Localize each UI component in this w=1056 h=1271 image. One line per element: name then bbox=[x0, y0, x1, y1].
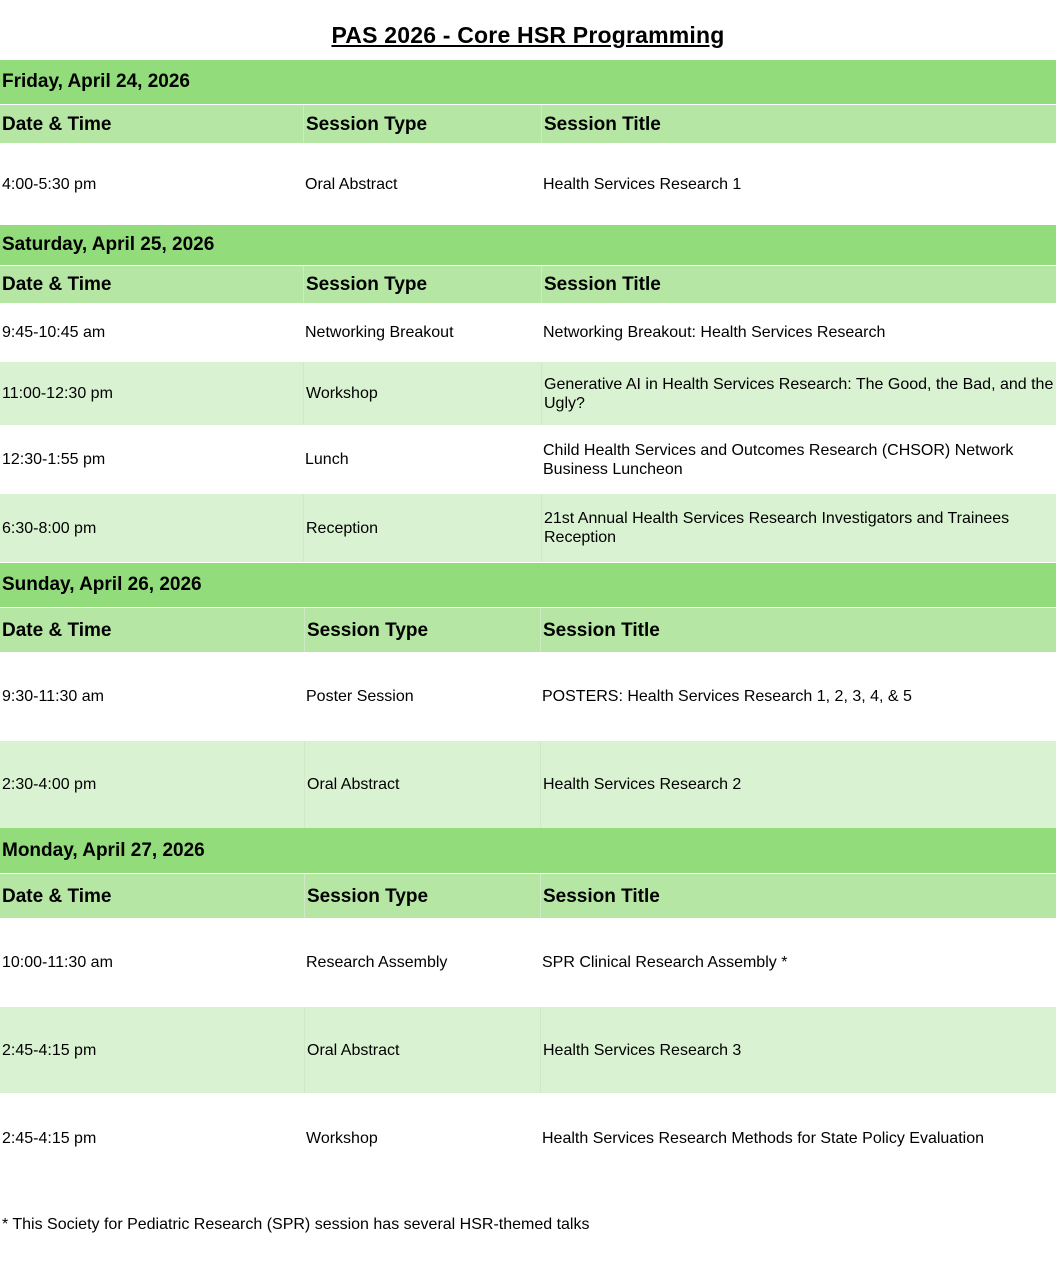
session-time: 4:00-5:30 pm bbox=[2, 175, 97, 193]
session-title: 21st Annual Health Services Research Investigators and Trainees Reception bbox=[541, 494, 1056, 562]
session-time: 9:45-10:45 am bbox=[2, 324, 106, 341]
session-type: Reception bbox=[303, 494, 541, 562]
column-header-row bbox=[0, 266, 1056, 303]
session-title: Health Services Research 3 bbox=[540, 1007, 1056, 1093]
day-label: Monday, April 27, 2026 bbox=[2, 839, 205, 861]
session-time: 2:30-4:00 pm bbox=[2, 776, 97, 793]
session-time: 11:00-12:30 pm bbox=[2, 385, 113, 402]
footnote: * This Society for Pediatric Research (SPR) session has several HSR-themed talks bbox=[2, 1216, 590, 1233]
column-header-session-type: Session Type bbox=[304, 874, 540, 918]
table-row bbox=[0, 741, 1056, 828]
session-type: Workshop bbox=[303, 362, 541, 425]
day-header-saturday bbox=[0, 225, 1056, 265]
session-title: Generative AI in Health Services Research: The Good, the Bad, and the Ugly? bbox=[541, 362, 1056, 425]
column-header-session-title: Session Title bbox=[540, 874, 1056, 918]
table-row bbox=[0, 143, 1056, 225]
session-time: 12:30-1:55 pm bbox=[2, 451, 106, 468]
session-time: 9:30-11:30 am bbox=[2, 688, 104, 705]
session-type: Research Assembly bbox=[306, 954, 448, 971]
session-time: 10:00-11:30 am bbox=[2, 954, 113, 971]
session-title: Health Services Research 2 bbox=[540, 741, 1056, 828]
session-type: Oral Abstract bbox=[305, 175, 398, 193]
column-header-date-time: Date & Time bbox=[2, 619, 112, 641]
session-type: Workshop bbox=[306, 1129, 378, 1147]
session-time: 2:45-4:15 pm bbox=[2, 1129, 97, 1147]
page-title: PAS 2026 - Core HSR Programming bbox=[331, 22, 725, 48]
day-header-monday bbox=[0, 828, 1056, 873]
session-title: Health Services Research 1 bbox=[543, 175, 742, 193]
table-row bbox=[0, 1093, 1056, 1183]
column-header-date-time: Date & Time bbox=[2, 274, 112, 295]
day-label: Sunday, April 26, 2026 bbox=[2, 574, 202, 595]
session-type: Poster Session bbox=[306, 688, 414, 705]
column-header-session-title: Session Title bbox=[540, 608, 1056, 652]
session-title: POSTERS: Health Services Research 1, 2, 3, 4, & 5 bbox=[542, 688, 912, 705]
session-type: Networking Breakout bbox=[305, 324, 454, 341]
column-header-row bbox=[0, 608, 1056, 652]
session-type: Oral Abstract bbox=[304, 1007, 540, 1093]
column-header-session-type: Session Type bbox=[303, 266, 541, 303]
session-title: Child Health Services and Outcomes Research (CHSOR) Network Business Luncheon bbox=[543, 441, 1014, 478]
table-row bbox=[0, 425, 1056, 494]
column-header-date-time: Date & Time bbox=[2, 113, 112, 135]
table-row bbox=[0, 494, 1056, 562]
session-time: 2:45-4:15 pm bbox=[2, 1041, 97, 1059]
day-label: Friday, April 24, 2026 bbox=[2, 71, 190, 92]
table-row bbox=[0, 1007, 1056, 1093]
session-title: Networking Breakout: Health Services Research bbox=[543, 324, 886, 341]
session-type: Oral Abstract bbox=[304, 741, 540, 828]
column-header-session-title: Session Title bbox=[541, 266, 1056, 303]
column-header-session-title: Session Title bbox=[541, 105, 1056, 143]
table-row bbox=[0, 652, 1056, 741]
session-title: Health Services Research Methods for State Policy Evaluation bbox=[542, 1129, 984, 1147]
column-header-date-time: Date & Time bbox=[2, 885, 112, 907]
day-header-sunday bbox=[0, 563, 1056, 607]
session-title: SPR Clinical Research Assembly * bbox=[542, 954, 788, 971]
table-row bbox=[0, 362, 1056, 425]
session-type: Lunch bbox=[305, 451, 349, 468]
column-header-session-type: Session Type bbox=[303, 105, 541, 143]
day-label: Saturday, April 25, 2026 bbox=[2, 234, 215, 255]
column-header-row bbox=[0, 874, 1056, 918]
table-row bbox=[0, 303, 1056, 362]
table-row bbox=[0, 918, 1056, 1007]
column-header-row bbox=[0, 105, 1056, 143]
session-time: 6:30-8:00 pm bbox=[2, 519, 97, 537]
column-header-session-type: Session Type bbox=[304, 608, 540, 652]
day-header-friday bbox=[0, 60, 1056, 104]
